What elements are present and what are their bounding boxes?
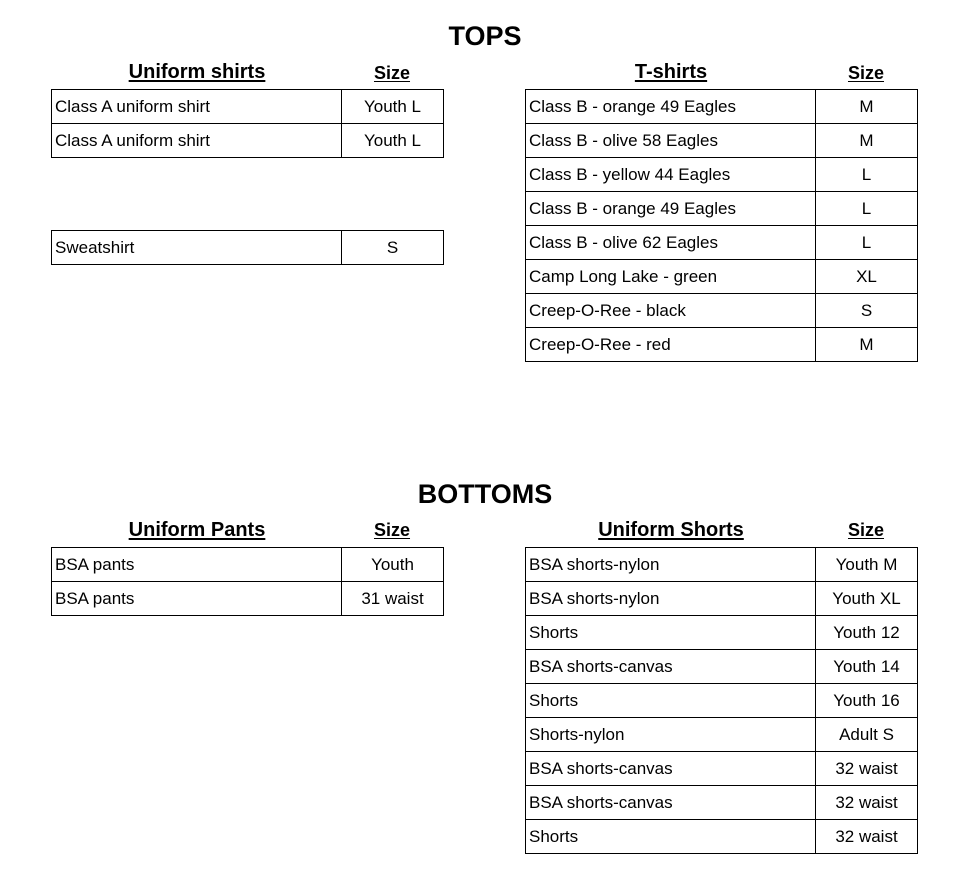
size-cell: L <box>816 226 918 260</box>
uniform-pants-rows <box>52 548 444 616</box>
table-row <box>52 90 444 124</box>
table-row <box>526 752 918 786</box>
table-row <box>526 548 918 582</box>
size-cell: 32 waist <box>816 752 918 786</box>
t-shirts-rows <box>526 90 918 362</box>
t-shirts-size-header: Size <box>847 63 885 83</box>
table-row <box>526 294 918 328</box>
item-cell: BSA pants <box>52 582 342 616</box>
item-cell: BSA shorts-canvas <box>526 650 816 684</box>
size-cell: XL <box>816 260 918 294</box>
table-row <box>526 328 918 362</box>
size-cell: S <box>342 231 444 265</box>
table-row <box>526 616 918 650</box>
uniform-shorts-table <box>525 547 918 854</box>
size-cell: L <box>816 192 918 226</box>
tops-title: TOPS <box>448 21 522 51</box>
item-cell: Class B - olive 62 Eagles <box>526 226 816 260</box>
t-shirts-header: T-shirts <box>634 61 708 83</box>
size-cell: Adult S <box>816 718 918 752</box>
item-cell: Sweatshirt <box>52 231 342 265</box>
sweatshirt-table <box>51 230 444 265</box>
item-cell: Creep-O-Ree - red <box>526 328 816 362</box>
size-cell: Youth L <box>342 124 444 158</box>
uniform-shorts-rows <box>526 548 918 854</box>
item-cell: Class A uniform shirt <box>52 124 342 158</box>
size-cell: 32 waist <box>816 820 918 854</box>
size-cell: Youth <box>342 548 444 582</box>
uniform-shorts-size-header: Size <box>847 520 885 540</box>
t-shirts-table <box>525 89 918 362</box>
table-row <box>526 786 918 820</box>
size-cell: M <box>816 124 918 158</box>
table-row <box>526 684 918 718</box>
table-row <box>526 718 918 752</box>
uniform-pants-table <box>51 547 444 616</box>
size-cell: M <box>816 90 918 124</box>
size-cell: 31 waist <box>342 582 444 616</box>
size-cell: Youth 16 <box>816 684 918 718</box>
uniform-pants-header: Uniform Pants <box>128 519 266 541</box>
table-row <box>526 192 918 226</box>
size-cell: Youth M <box>816 548 918 582</box>
table-row <box>526 820 918 854</box>
item-cell: BSA shorts-canvas <box>526 752 816 786</box>
bottoms-title: BOTTOMS <box>417 479 553 509</box>
item-cell: BSA shorts-canvas <box>526 786 816 820</box>
item-cell: Creep-O-Ree - black <box>526 294 816 328</box>
uniform-shirts-header: Uniform shirts <box>128 61 266 83</box>
size-cell: M <box>816 328 918 362</box>
item-cell: Class B - olive 58 Eagles <box>526 124 816 158</box>
table-row <box>526 260 918 294</box>
size-cell: Youth 14 <box>816 650 918 684</box>
size-cell: Youth XL <box>816 582 918 616</box>
item-cell: Class B - orange 49 Eagles <box>526 192 816 226</box>
sweatshirt-rows <box>52 231 444 265</box>
uniform-shirts-rows <box>52 90 444 158</box>
size-cell: L <box>816 158 918 192</box>
uniform-shirts-table <box>51 89 444 158</box>
uniform-shirts-size-header: Size <box>373 63 411 83</box>
size-cell: Youth 12 <box>816 616 918 650</box>
item-cell: BSA shorts-nylon <box>526 548 816 582</box>
uniform-pants-size-header: Size <box>373 520 411 540</box>
table-row <box>526 582 918 616</box>
item-cell: Class B - yellow 44 Eagles <box>526 158 816 192</box>
item-cell: Shorts-nylon <box>526 718 816 752</box>
table-row <box>52 548 444 582</box>
size-cell: Youth L <box>342 90 444 124</box>
table-row <box>52 582 444 616</box>
uniform-shorts-header: Uniform Shorts <box>598 519 744 541</box>
item-cell: BSA shorts-nylon <box>526 582 816 616</box>
item-cell: Camp Long Lake - green <box>526 260 816 294</box>
table-row <box>52 124 444 158</box>
item-cell: Shorts <box>526 684 816 718</box>
table-row <box>52 231 444 265</box>
item-cell: Class B - orange 49 Eagles <box>526 90 816 124</box>
item-cell: Class A uniform shirt <box>52 90 342 124</box>
item-cell: Shorts <box>526 820 816 854</box>
item-cell: BSA pants <box>52 548 342 582</box>
table-row <box>526 158 918 192</box>
table-row <box>526 226 918 260</box>
table-row <box>526 90 918 124</box>
size-cell: 32 waist <box>816 786 918 820</box>
item-cell: Shorts <box>526 616 816 650</box>
table-row <box>526 650 918 684</box>
table-row <box>526 124 918 158</box>
size-cell: S <box>816 294 918 328</box>
